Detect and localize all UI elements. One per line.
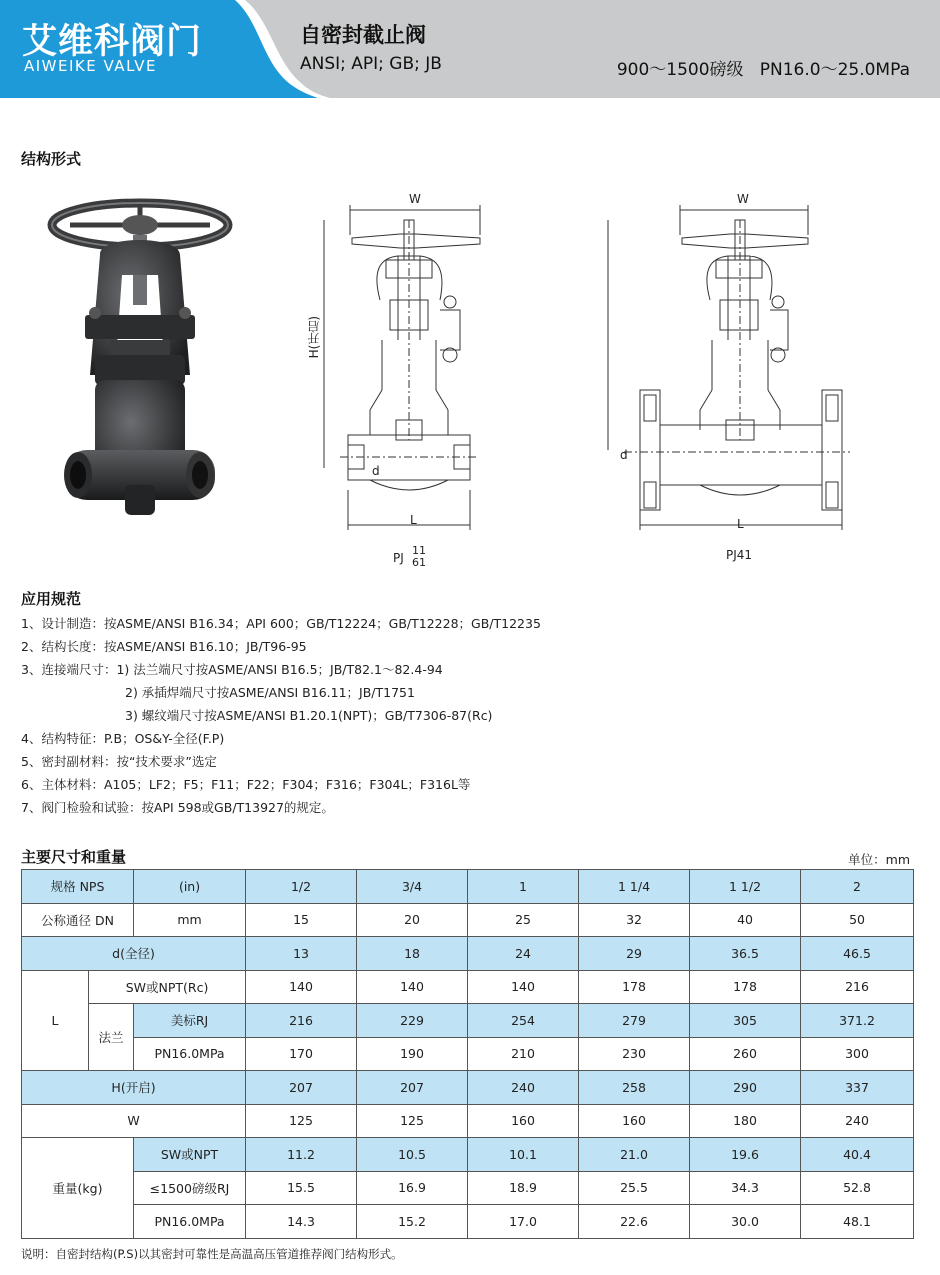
row-w [22,1104,914,1138]
h-cell: 258 [579,1071,690,1105]
wt-sw-cell: 11.2 [246,1138,357,1172]
h-cell: 207 [357,1071,468,1105]
drawing1-w-label: W [409,192,421,206]
table-title: 主要尺寸和重量 [21,848,127,866]
d-cell: 24 [468,937,579,971]
flange-label: 法兰 [89,1004,134,1071]
h-cell: 337 [801,1071,914,1105]
spec-line-3b: 2) 承插焊端尺寸按ASME/ANSI B16.11；JB/T1751 [125,685,415,700]
d-label: d(全径) [22,937,246,971]
l-label: L [22,970,89,1071]
nps-cell: 1/2 [246,870,357,904]
l-sw-cell: 178 [690,970,801,1004]
l-pn-cell: 210 [468,1037,579,1071]
row-d [22,937,914,971]
w-cell: 180 [690,1104,801,1138]
nps-cell: 2 [801,870,914,904]
l-sw-cell: 216 [801,970,914,1004]
d-cell: 36.5 [690,937,801,971]
dn-cell: 20 [357,903,468,937]
drawing2-w-label: W [737,192,749,206]
drawing2-caption: PJ41 [726,548,753,562]
drawing2-l-label: L [737,517,744,531]
w-cell: 125 [246,1104,357,1138]
spec-line-4: 4、结构特征：P.B；OS&Y-全径(F.P) [21,731,225,746]
wt-sw-cell: 10.5 [357,1138,468,1172]
wt-pn-label: PN16.0MPa [134,1205,246,1239]
sw-npt-rc-label: SW或NPT(Rc) [89,970,246,1004]
wt-pn-cell: 15.2 [357,1205,468,1239]
drawing1-caption-prefix: PJ [393,551,404,565]
drawing1-h-label: H(开启) [307,316,321,359]
wt-sw-cell: 21.0 [579,1138,690,1172]
w-cell: 160 [579,1104,690,1138]
dn-cell: 32 [579,903,690,937]
wt-sw-cell: 19.6 [690,1138,801,1172]
l-sw-cell: 140 [357,970,468,1004]
row-h [22,1071,914,1105]
l-rj-cell: 254 [468,1004,579,1038]
wt-rj-cell: 25.5 [579,1171,690,1205]
wt-rj-label: ≤1500磅级RJ [134,1171,246,1205]
dn-label: 公称通径 DN [22,903,134,937]
nps-cell: 1 [468,870,579,904]
wt-rj-cell: 18.9 [468,1171,579,1205]
wt-pn-cell: 48.1 [801,1205,914,1239]
row-dn [22,903,914,937]
brand-name-en: AIWEIKE VALVE [24,57,158,75]
l-sw-cell: 178 [579,970,690,1004]
l-pn-cell: 170 [246,1037,357,1071]
row-wt-sw [22,1138,914,1172]
pn-label: PN16.0MPa [134,1037,246,1071]
l-rj-cell: 229 [357,1004,468,1038]
wt-pn-cell: 30.0 [690,1205,801,1239]
l-rj-cell: 279 [579,1004,690,1038]
h-cell: 290 [690,1071,801,1105]
weight-label: 重量(kg) [22,1138,134,1239]
row-nps [22,870,914,904]
nps-cell: 3/4 [357,870,468,904]
d-cell: 13 [246,937,357,971]
spec-line-5: 5、密封副材料：按“技术要求”选定 [21,754,217,769]
w-label: W [22,1104,246,1138]
footnote: 说明：自密封结构(P.S)以其密封可靠性是高温高压管道推荐阀门结构形式。 [21,1247,403,1261]
wt-rj-cell: 15.5 [246,1171,357,1205]
l-pn-cell: 230 [579,1037,690,1071]
dn-cell: 15 [246,903,357,937]
l-pn-cell: 190 [357,1037,468,1071]
h-cell: 207 [246,1071,357,1105]
l-rj-cell: 305 [690,1004,801,1038]
l-sw-cell: 140 [246,970,357,1004]
unit-note: 单位：mm [848,852,910,867]
drawing-socketweld [300,190,500,550]
l-rj-cell: 371.2 [801,1004,914,1038]
drawing1-d-label: d [372,464,380,478]
row-l-rj [22,1004,914,1038]
brand-name-cn: 艾维科阀门 [22,22,203,62]
wt-rj-cell: 16.9 [357,1171,468,1205]
l-pn-cell: 260 [690,1037,801,1071]
spec-line-1: 1、设计制造：按ASME/ANSI B16.34；API 600；GB/T12224；GB/T12228；GB/T12235 [21,616,541,631]
row-wt-pn [22,1205,914,1239]
d-cell: 18 [357,937,468,971]
product-title: 自密封截止阀 [300,23,426,47]
drawing1-caption-top: 11 [412,544,426,557]
dn-cell: 40 [690,903,801,937]
dn-cell: 50 [801,903,914,937]
nps-cell: 1 1/2 [690,870,801,904]
w-cell: 240 [801,1104,914,1138]
nps-cell: 1 1/4 [579,870,690,904]
wt-sw-label: SW或NPT [134,1138,246,1172]
in-label: (in) [134,870,246,904]
d-cell: 46.5 [801,937,914,971]
rj-label: 美标RJ [134,1004,246,1038]
spec-line-3: 3、连接端尺寸：1) 法兰端尺寸按ASME/ANSI B16.5；JB/T82.1～82.4-94 [21,662,443,677]
wt-sw-cell: 10.1 [468,1138,579,1172]
mm-label: mm [134,903,246,937]
drawing-flanged [600,190,860,550]
l-rj-cell: 216 [246,1004,357,1038]
drawing1-caption-bottom: 61 [412,556,426,569]
spec-line-2: 2、结构长度：按ASME/ANSI B16.10；JB/T96-95 [21,639,307,654]
valve-photo [40,195,240,535]
drawing1-l-label: L [410,513,417,527]
l-pn-cell: 300 [801,1037,914,1071]
nps-label: 规格 NPS [22,870,134,904]
h-cell: 240 [468,1071,579,1105]
structure-title: 结构形式 [21,150,82,168]
product-rating: 900～1500磅级 PN16.0～25.0MPa [616,60,910,80]
specs-title: 应用规范 [21,590,82,608]
row-l-sw [22,970,914,1004]
l-sw-cell: 140 [468,970,579,1004]
dimensions-table [21,869,914,1239]
row-l-pn [22,1037,914,1071]
h-label: H(开启) [22,1071,246,1105]
wt-pn-cell: 14.3 [246,1205,357,1239]
spec-line-3c: 3) 螺纹端尺寸按ASME/ANSI B1.20.1(NPT)；GB/T7306-87(Rc) [125,708,493,723]
product-standards: ANSI; API; GB; JB [300,54,442,74]
wt-rj-cell: 34.3 [690,1171,801,1205]
row-wt-rj [22,1171,914,1205]
wt-sw-cell: 40.4 [801,1138,914,1172]
wt-pn-cell: 17.0 [468,1205,579,1239]
spec-line-6: 6、主体材料：A105；LF2；F5；F11；F22；F304；F316；F304L；F316L等 [21,777,471,792]
dn-cell: 25 [468,903,579,937]
drawing2-d-label: d [620,448,628,462]
d-cell: 29 [579,937,690,971]
wt-pn-cell: 22.6 [579,1205,690,1239]
w-cell: 125 [357,1104,468,1138]
wt-rj-cell: 52.8 [801,1171,914,1205]
spec-line-7: 7、阀门检验和试验：按API 598或GB/T13927的规定。 [21,800,334,815]
w-cell: 160 [468,1104,579,1138]
